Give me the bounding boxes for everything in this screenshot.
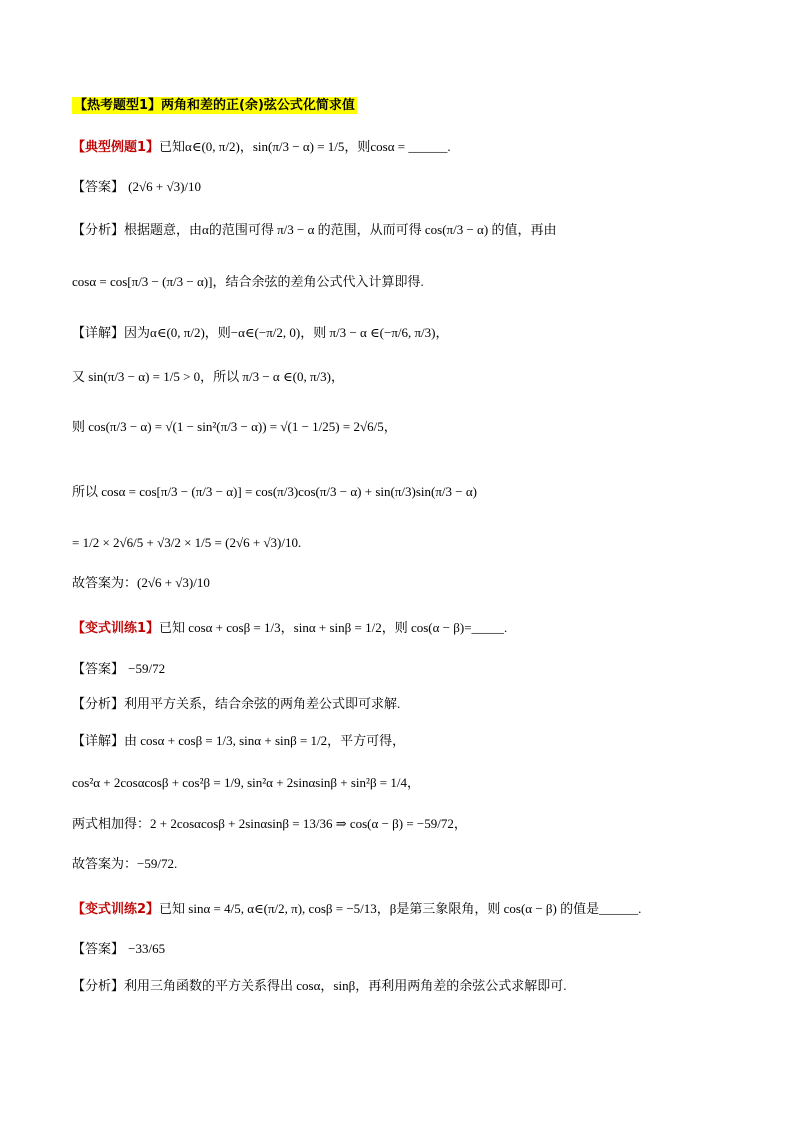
example1-detail-4: 所以 cosα = cos[π/3 − (π/3 − α)] = cos(π/3)cos(π/3 − α) + sin(π/3)sin(π/3 − α) xyxy=(72,484,477,499)
example1-detail-1: 【详解】因为α∈(0, π/2)，则−α∈(−π/2, 0)，则 π/3 − α ∈(−π/6, π/3)， xyxy=(72,325,449,341)
example1-detail-3: 则 cos(π/3 − α) = √(1 − sin²(π/3 − α)) = √(1 − 1/25) = 2√6/5， xyxy=(72,419,397,434)
variant2-answer: 【答案】 −33/65 xyxy=(72,941,166,957)
section-title: 【热考题型1】两角和差的正(余)弦公式化简求值 xyxy=(74,98,355,113)
variant1-question: 【变式训练1】已知 cosα + cosβ = 1/3，sinα + sinβ = 1/2，则 cos(α − β)=_____. xyxy=(72,620,508,636)
variant2-label: 【变式训练2】 xyxy=(72,902,160,917)
variant1-detail-2: cos²α + 2cosαcosβ + cos²β = 1/9, sin²α + 2sinαsinβ + sin²β = 1/4， xyxy=(72,775,421,790)
example1-label: 【典型例题1】 xyxy=(72,140,160,155)
variant1-detail-1: 【详解】由 cosα + cosβ = 1/3, sinα + sinβ = 1/2，平方可得， xyxy=(72,733,406,749)
variant1-label: 【变式训练1】 xyxy=(72,621,160,636)
example1-detail-6: 故答案为：(2√6 + √3)/10 xyxy=(72,575,210,590)
variant2-question: 【变式训练2】已知 sinα = 4/5, α∈(π/2, π), cosβ = −5/13，β是第三象限角，则 cos(α − β) 的值是______. xyxy=(72,901,642,917)
example1-detail-2: 又 sin(π/3 − α) = 1/5 > 0，所以 π/3 − α ∈(0, π/3)， xyxy=(72,369,344,384)
variant1-answer: 【答案】 −59/72 xyxy=(72,661,166,677)
variant1-analysis: 【分析】利用平方关系，结合余弦的两角差公式即可求解. xyxy=(72,696,401,712)
variant1-detail-3: 两式相加得：2 + 2cosαcosβ + 2sinαsinβ = 13/36 ⇒ cos(α − β) = −59/72， xyxy=(72,816,467,831)
variant2-analysis: 【分析】利用三角函数的平方关系得出 cosα，sinβ，再利用两角差的余弦公式求解即可. xyxy=(72,978,567,994)
example1-analysis-2: cosα = cos[π/3 − (π/3 − α)]，结合余弦的差角公式代入计算即得. xyxy=(72,274,424,289)
example1-answer: 【答案】 (2√6 + √3)/10 xyxy=(72,179,202,195)
example1-detail-5: = 1/2 × 2√6/5 + √3/2 × 1/5 = (2√6 + √3)/10. xyxy=(72,535,302,550)
example1-question: 【典型例题1】已知α∈(0, π/2)，sin(π/3 − α) = 1/5，则cosα = ______. xyxy=(72,139,451,155)
example1-analysis-1: 【分析】根据题意，由α的范围可得 π/3 − α 的范围，从而可得 cos(π/3 − α) 的值，再由 xyxy=(72,222,557,238)
variant1-detail-4: 故答案为：−59/72. xyxy=(72,856,178,871)
